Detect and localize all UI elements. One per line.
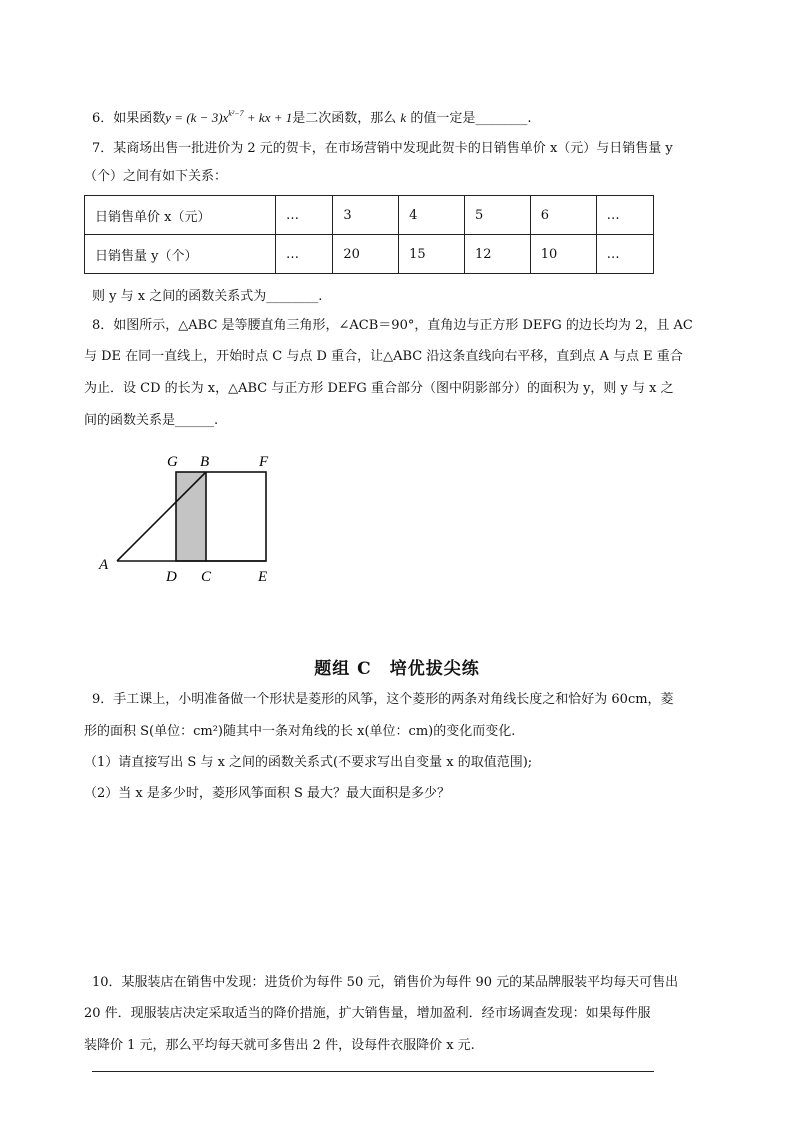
table-cell: 12 bbox=[464, 235, 530, 274]
q10-line-3: 装降价 1 元，那么平均每天就可多售出 2 件，设每件衣服降价 x 元. bbox=[84, 1038, 475, 1053]
q8-line-2: 与 DE 在同一直线上，开始时点 C 与点 D 重合，让△ABC 沿这条直线向右平移，直到点 A 与点 E 重合 bbox=[84, 349, 683, 364]
question-6 bbox=[92, 104, 531, 129]
table-cell: 4 bbox=[399, 196, 465, 235]
q6-formula: y = (k − 3)x bbox=[165, 110, 229, 125]
q6-exponent: k²−7 bbox=[228, 109, 244, 118]
label-b: B bbox=[200, 454, 210, 470]
label-g: G bbox=[167, 454, 178, 470]
table-cell: … bbox=[276, 196, 333, 235]
section-title: 题组 C 培优拔尖练 bbox=[314, 659, 480, 679]
label-a: A bbox=[99, 557, 109, 573]
q10-line-2: 20 件．现服装店决定采取适当的降价措施，扩大销售量，增加盈利．经市场调查发现：如果每件服 bbox=[84, 1006, 651, 1021]
table-cell: 日销售单价 x（元） bbox=[85, 196, 276, 235]
table-cell: 日销售量 y（个） bbox=[85, 235, 276, 274]
q7-line-1: 7．某商场出售一批进价为 2 元的贺卡，在市场营销中发现此贺卡的日销售单价 x（元）与日销售量 y bbox=[92, 141, 673, 156]
table-cell: 15 bbox=[399, 235, 465, 274]
q7-answer-line: 则 y 与 x 之间的函数关系式为________. bbox=[92, 289, 323, 304]
shaded-overlap-region bbox=[176, 472, 206, 561]
table-cell: 3 bbox=[333, 196, 399, 235]
q6-formula-tail: + kx + 1 bbox=[243, 110, 293, 125]
table-cell: 10 bbox=[530, 235, 596, 274]
label-f: F bbox=[259, 454, 269, 470]
table-row bbox=[85, 235, 654, 274]
q6-text: 是二次函数，那么 bbox=[292, 111, 397, 126]
table-cell: … bbox=[596, 235, 653, 274]
sales-table bbox=[84, 195, 654, 274]
q7-line-2: （个）之间有如下关系： bbox=[84, 169, 228, 184]
q9-line-3: （1）请直接写出 S 与 x 之间的函数关系式(不要求写出自变量 x 的取值范围); bbox=[84, 755, 533, 770]
label-c: C bbox=[201, 569, 212, 585]
bottom-divider bbox=[92, 1071, 654, 1072]
label-d: D bbox=[166, 569, 177, 585]
q9-line-4: （2）当 x 是多少时，菱形风筝面积 S 最大？最大面积是多少？ bbox=[84, 786, 451, 801]
q10-line-1: 10．某服装店在销售中发现：进货价为每件 50 元，销售价为每件 90 元的某品牌服装平均每天可售出 bbox=[92, 975, 679, 990]
table-row bbox=[85, 196, 654, 235]
q6-number: 6．如果函数 bbox=[92, 111, 166, 126]
label-e: E bbox=[258, 569, 268, 585]
triangle-square-figure bbox=[95, 445, 295, 590]
q9-line-1: 9．手工课上，小明准备做一个形状是菱形的风筝，这个菱形的两条对角线长度之和恰好为 60cm，菱 bbox=[92, 692, 674, 707]
q9-line-2: 形的面积 S(单位：cm²)随其中一条对角线的长 x(单位：cm)的变化而变化. bbox=[84, 724, 516, 739]
q8-line-1: 8．如图所示，△ABC 是等腰直角三角形，∠ACB＝90°，直角边与正方形 DEFG 的边长均为 2，且 AC bbox=[92, 318, 693, 333]
table-cell: … bbox=[596, 196, 653, 235]
table-cell: 6 bbox=[530, 196, 596, 235]
q8-line-4: 间的函数关系是______. bbox=[84, 413, 219, 428]
table-cell: 5 bbox=[464, 196, 530, 235]
table-cell: 20 bbox=[333, 235, 399, 274]
q8-line-3: 为止．设 CD 的长为 x，△ABC 与正方形 DEFG 重合部分（图中阴影部分）的面积为 y，则 y 与 x 之 bbox=[84, 381, 674, 396]
q6-variable: k bbox=[400, 110, 407, 125]
table-cell: … bbox=[276, 235, 333, 274]
q6-text-2: 的值一定是________. bbox=[410, 111, 532, 126]
